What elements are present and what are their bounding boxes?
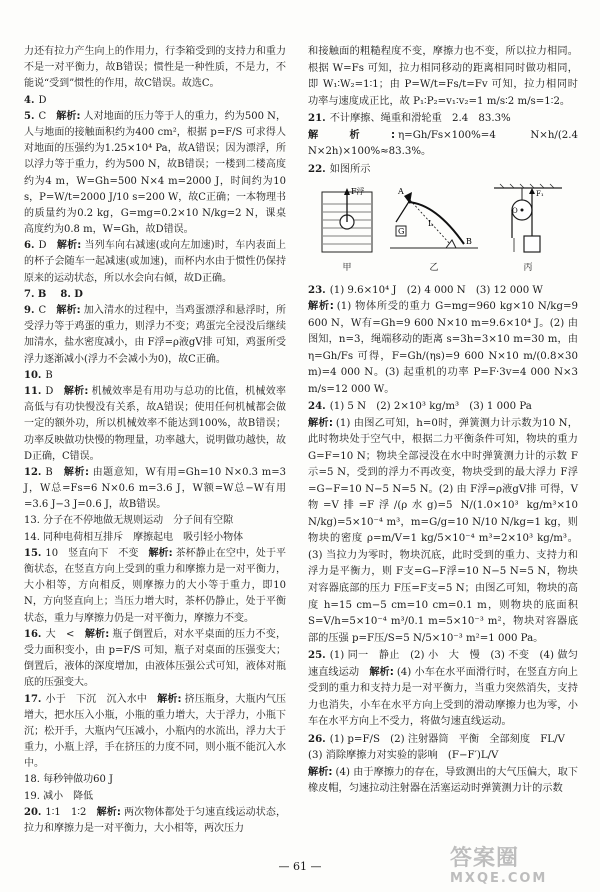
svg-text:F浮: F浮 [351,187,365,197]
right-column [308,44,578,798]
buoyancy-diagram [318,182,376,260]
figure-a-label: 甲 [342,263,352,274]
item-13: 13. 分子在不停地做无规则运动 分子间有空隙 [24,515,234,527]
item-25: 25. (1) 同一 静止 (2) 小 大 慢 (3) 不变 (4) 做匀速直线运动 解析: (4) 小车在水平面滑行时，在竖直方向上受到的重力和支持力是一对平衡力，当重力突然消失，支持力也消失，小车在水平方向上受到的滑动摩擦力也为零，小车在水平方向上不受力，将做匀速直线运动。 [308,649,578,728]
item-14: 14. 同种电荷相互排斥 摩擦起电 吸引轻小物体 [24,531,244,543]
figure-c-label: 丙 [523,263,533,274]
item-19: 19. 减小 降低 [24,790,94,802]
item-10: 10. B [24,369,53,381]
figure-c [492,182,564,276]
item-24: 24. (1) 5 N (2) 2×10³ kg/m³ (3) 1 000 Pa 解析: (1) 由图乙可知，h=0时，弹簧测力计示数为10 N，此时物块处于空气中，根据二力平衡条件可知，物块的重力 G=F=10 N；物块全部浸没在水中时弹簧测力计的示数 F示=5 N，受到的浮力不再改变，物块受到的最大浮力 F浮=G−F=10 N−5 N=5 N。(2) 由 F浮=ρ液gV排 可得，V物=V排=F浮/(ρ水g)=5 N/(1.0×10³ kg/m³×10 N/kg)=5×10⁻⁴ m³，m=G/g=10 N/10 N/kg=1 kg，则物块的密度 ρ=m/V=1 kg/5×10⁻⁴ m³=2×10³ kg/m³。(3) 当拉力为零时，物块沉底，此时受到的重力、支持力和浮力是平衡力，则 F支=G−F浮=10 N−5 N=5 N，物块对容器底部的压力 F压=F支=5 N；由图乙可知，物块的高度 h=15 cm−5 cm=10 cm=0.1 m，则物块的底面积 S=V/h=5×10⁻⁴ m³/0.1 m=5×10⁻³ m²，物块对容器底部的压强 p=F压/S=5 N/5×10⁻³ m²=1 000 Pa。 [308,400,578,644]
item-6: 6. D 解析: 当列车向右减速(或向左加速)时，车内表面上的杯子会随车一起减速(或加速)，而杯内水由于惯性仍保持原来的运动状态，所以水会向右倾，故D正确。 [24,240,287,284]
item-21: 21. 不计摩擦、绳重和滑轮重 2.4 83.3% 解析: η=Gh/Fs×100%=4 N×h/(2.4 N×2h)×100%≈83.3%。 [308,112,578,158]
figure-a [318,182,376,276]
svg-text:F₁: F₁ [536,190,544,199]
lever-diagram [386,182,482,260]
item-18: 18. 每秒钟做功60 J [24,774,113,786]
item-16: 16. 大 < 解析: 瓶子倒置后，对水平桌面的压力不变，受力面积变小，由 p=F/S 可知，瓶子对桌面的压强变大；倒置后，液体的深度增加，由液体压强公式可知，液体对瓶底的压强变大。 [24,628,286,689]
continued-answer: 力还有拉力产生向上的作用力，行李箱受到的支持力和重力不是一对平衡力，故B错误；惯性是一种性质，不是力，不能说“受到”惯性的作用，故C错误。故选C。 [24,46,286,90]
item-11: 11. D 解析: 机械效率是有用功与总功的比值，机械效率高低与有功快慢没有关系，故A错误；使用任何机械都会做一定的额外功，所以机械效率不能达到100%，故B错误；功率反映做功快慢的物理量，功率越大，说明做功越快，故D正确，C错误。 [24,385,287,462]
item-23: 23. (1) 9.6×10⁴ J (2) 4 000 N (3) 12 000 W 解析: (1) 物体所受的重力 G=mg=960 kg×10 N/kg=9 600 N，W有=Gh=9 600 N×10 m=9.6×10⁴ J。(2) 由图知，n=3，绳端移动的距离 s=3h=3×10 m=30 m，由 η=Gh/Fs 可得，F=Gh/(ηs)=9 600 N×10 m/(0.8×30 m)=4 000 N。(3) 起重机的功率 P=F·3v=4 000 N×3 m/s=12 000 W。 [308,283,578,395]
svg-text:A: A [398,187,404,197]
item-22: 22. 如图所示 [308,162,371,175]
item-12: 12. B 解析: 由题意知，W有用=Gh=10 N×0.3 m=3 J，W总=Fs=6 N×0.6 m=3.6 J，W额=W总−W有用=3.6 J−3 J=0.6 J，故B错误。 [24,466,286,511]
svg-text:G: G [398,227,405,237]
figure-b [386,182,482,276]
item-4: 4. D [24,94,47,106]
item-20: 20. 1∶1 1∶2 解析: 两次物体都处于匀速直线运动状态，拉力和摩擦力是一对平衡力，大小相等，两次压力 [24,806,287,834]
left-column [24,44,286,837]
item-9: 9. C 解析: 加入清水的过程中，当鸡蛋漂浮和悬浮时，所受浮力等于鸡蛋的重力，则浮力不变；鸡蛋完全浸没后继续加清水，盐水密度减小，由 F浮=ρ液gV排 可知，鸡蛋所受浮力逐渐减小(浮力不会减小为0)，故C正确。 [24,305,287,365]
svg-text:O: O [512,207,518,216]
item-5: 5. C 解析: 人对地面的压力等于人的重力，约为500 N，人与地面的接触面积约为400 cm²，根据 p=F/S 可求得人对地面的压强约为1.25×10⁴ Pa，故A错误；因为漂浮，所以浮力等于重力，约为500 N，故B错误；一楼到二楼高度约为4 m，W=Gh=500 N×4 m=2000 J，时间约为10 s，P=W/t=2000 J/10 s=200 W，故C正确；一本物理书的质量约为0.2 kg，G=mg=0.2×10 N/kg=2 N，课桌高度约为0.8 m，W=Gh，故D错误。 [24,110,287,236]
continued-answer-20: 和接触面的粗糙程度不变，摩擦力也不变，所以拉力相同。根据 W=Fs 可知，拉力相同移动的距离相同时做功相同，即 W₁∶W₂=1∶1；由 P=W/t=Fs/t=Fv 可知，拉力相同时功率与速度成正比，故 P₁∶P₂=v₁∶v₂=1 m/s∶2 m/s=1∶2。 [308,46,578,107]
item-15: 15. 10 竖直向下 不变 解析: 茶杯静止在空中，处于平衡状态，在竖直方向上受到的重力和摩擦力是一对平衡力，大小相等，方向相反，则摩擦力的大小等于重力，即10 N，方向竖直向上；当压力增大时，茶杯仍静止，处于平衡状态，重力与摩擦力仍是一对平衡力，摩擦力不变。 [24,547,287,624]
figure-b-label: 乙 [429,263,439,274]
svg-text:L: L [428,219,434,229]
item-17: 17. 小于 下沉 沉入水中 解析: 挤压瓶身，大瓶内气压增大，把水压入小瓶，小瓶的重力增大，大于浮力，小瓶下沉；松开手，大瓶内气压减小，小瓶内的水流出，浮力大于重力，小瓶上浮，手在挤压的力度不同，则小瓶不能沉入水中。 [24,693,287,770]
item-7-8: 7. B 8. D [24,288,83,300]
watermark-logo: 答案圈 MXQE.COM [450,846,548,886]
answer-figures [318,182,578,276]
svg-text:B: B [466,237,472,247]
page-number: — 61 — [278,860,322,873]
pulley-diagram [492,182,564,260]
item-26: 26. (1) p=F/S (2) 注射器筒 平衡 全部刻度 FL/V (3) 消除摩擦力对实验的影响 (F−F′)L/V 解析: (4) 由于摩擦力的存在，导致测出的大气压偏大，取下橡皮帽，匀速拉动注射器在活塞运动时弹簧测力计的示数 [308,732,578,795]
